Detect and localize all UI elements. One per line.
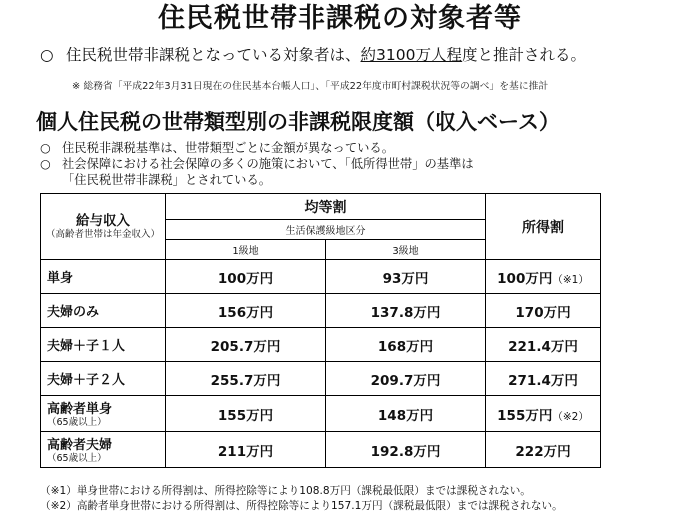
note-text: 住民税非課税基準は、世帯類型ごとに金額が異なっている。 [62, 141, 395, 155]
table-row [41, 432, 601, 468]
seikatsu-header: 生活保護級地区分 [166, 220, 486, 240]
footnote-mark: （※2） [40, 500, 77, 512]
shotoku-amount: 170万円 [515, 304, 571, 321]
note-text: 社会保障における社会保障の多くの施策において、「低所得世帯」の基準は [62, 157, 474, 171]
note-item [40, 172, 474, 188]
kyu1-value: 156万円 [166, 294, 326, 328]
summary-bullet [40, 44, 586, 66]
footnote-text: 単身世帯における所得割は、所得控除等により108.8万円（課税最低限）までは課税されない。 [76, 485, 531, 497]
bullet-mark: ○ [40, 46, 54, 64]
kyu1-value: 205.7万円 [166, 328, 326, 362]
kyu1-header: 1級地 [166, 240, 326, 260]
page-title: 住民税世帯非課税の対象者等 [158, 3, 522, 34]
table-row [41, 294, 601, 328]
shotoku-value [486, 362, 601, 396]
summary-text-underlined: 約3100万人程 [360, 46, 462, 64]
row-label-text: 高齢者夫婦 [47, 438, 113, 453]
section-subtitle: 個人住民税の世帯類型別の非課税限度額（収入ベース） [36, 110, 560, 134]
bullet-mark: ○ [40, 157, 51, 171]
shotoku-value [486, 328, 601, 362]
kyu3-value: 137.8万円 [326, 294, 486, 328]
corner-header [41, 194, 166, 260]
kyu1-value: 211万円 [166, 432, 326, 468]
row-label [41, 260, 166, 294]
row-label-text: 高齢者単身 [47, 402, 113, 417]
footnote-item [40, 499, 563, 514]
row-label [41, 432, 166, 468]
notes-list [40, 140, 474, 188]
shotoku-value [486, 260, 601, 294]
note-item [40, 156, 474, 172]
table-row [41, 328, 601, 362]
corner-title: 給与収入 [76, 212, 130, 229]
note-text: 「住民税世帯非課税」とされている。 [62, 173, 272, 187]
footnote-mark: （※1） [40, 485, 77, 497]
kyu1-value: 100万円 [166, 260, 326, 294]
corner-subtitle: （高齢者世帯は年金収入） [45, 228, 160, 240]
shotoku-note: （※1） [552, 273, 589, 286]
kyu1-value: 255.7万円 [166, 362, 326, 396]
footnote-item [40, 484, 563, 499]
shotoku-note: （※2） [552, 410, 589, 423]
shotoku-header: 所得割 [486, 194, 601, 260]
kyu3-value: 192.8万円 [326, 432, 486, 468]
table-header-row [41, 194, 601, 220]
row-label [41, 362, 166, 396]
kyu3-value: 209.7万円 [326, 362, 486, 396]
summary-text-after: 度と推計される。 [461, 46, 586, 64]
shotoku-amount: 100万円 [497, 270, 553, 287]
row-label-text: 夫婦のみ [47, 305, 100, 320]
source-note: ※ 総務省「平成22年3月31日現在の住民基本台帳人口」、「平成22年度市町村課税状況等の調べ」を基に推計 [72, 81, 549, 92]
shotoku-amount: 155万円 [497, 407, 553, 424]
shotoku-value [486, 396, 601, 432]
footnote-text: 高齢者単身世帯における所得割は、所得控除等により157.1万円（課税最低限）までは課税されない。 [76, 500, 563, 512]
shotoku-amount: 221.4万円 [508, 338, 578, 355]
table-row [41, 260, 601, 294]
shotoku-value [486, 432, 601, 468]
footnotes [40, 484, 563, 514]
kyu3-header: 3級地 [326, 240, 486, 260]
kinto-header: 均等割 [166, 194, 486, 220]
row-label [41, 294, 166, 328]
table-row [41, 362, 601, 396]
shotoku-amount: 222万円 [515, 443, 571, 460]
row-label-text: 単身 [47, 271, 74, 286]
shotoku-amount: 271.4万円 [508, 372, 578, 389]
row-label-sub: （65歳以上） [47, 453, 107, 464]
kyu3-value: 93万円 [326, 260, 486, 294]
row-label [41, 328, 166, 362]
kyu1-value: 155万円 [166, 396, 326, 432]
table-row [41, 396, 601, 432]
kyu3-value: 148万円 [326, 396, 486, 432]
summary-text-before: 住民税世帯非課税となっている対象者は、 [66, 46, 361, 64]
bullet-mark: ○ [40, 141, 51, 155]
row-label [41, 396, 166, 432]
row-label-text: 夫婦＋子１人 [47, 339, 126, 354]
shotoku-value [486, 294, 601, 328]
kyu3-value: 168万円 [326, 328, 486, 362]
row-label-text: 夫婦＋子２人 [47, 373, 126, 388]
row-label-sub: （65歳以上） [47, 417, 107, 428]
note-item [40, 140, 474, 156]
tax-threshold-table [40, 193, 601, 468]
